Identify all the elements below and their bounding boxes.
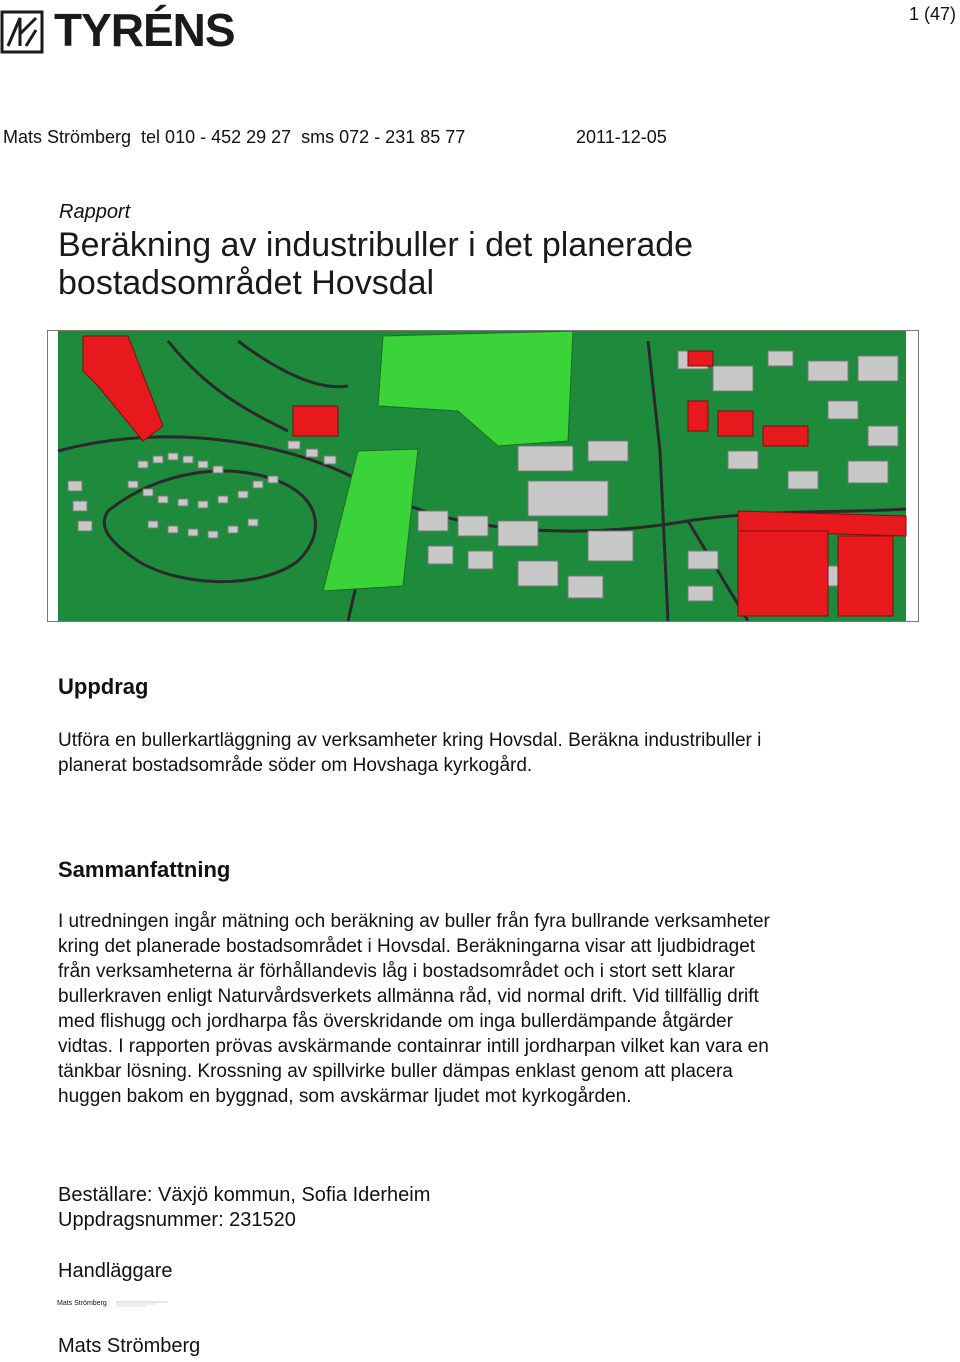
contact-line: Mats Strömberg tel 010 - 452 29 27 sms 072 - 231 85 77	[3, 127, 466, 147]
summary-line: bullerkraven enligt Naturvårdsverkets allmänna råd, vid normal drift. Vid tillfällig drift	[58, 986, 759, 1007]
signature-lines	[116, 1301, 168, 1307]
summary-line: vidtas. I rapporten prövas avskärmande containrar intill jordharpan vilket kan vara en	[58, 1036, 769, 1057]
title-line-2: bostadsområdet Hovsdal	[58, 264, 435, 302]
summary-line: med flishugg och jordharpa fås överskridande om inga bullerdämpande åtgärder	[58, 1011, 733, 1032]
document-type: Rapport	[59, 201, 131, 223]
uppdrag-line: planerat bostadsområde söder om Hovshaga kyrkogård.	[58, 755, 533, 776]
summary-line: kring det planerade bostadsområdet i Hovsdal. Beräkningarna visar att ljudbidraget	[58, 936, 756, 957]
uppdrag-paragraph	[58, 728, 888, 778]
summary-line: huggen bakom en byggnad, som avskärmar ljudet mot kyrkogården.	[58, 1086, 632, 1107]
noise-map-image	[47, 330, 919, 622]
sammanfattning-paragraph	[58, 909, 888, 1109]
company-logo-text: TYRÉNS	[54, 4, 235, 56]
handler-name: Mats Strömberg	[58, 1335, 201, 1357]
summary-line: tänkbar lösning. Krossning av spillvirke buller dämpas enklast genom att placera	[58, 1061, 733, 1082]
title-line-1: Beräkning av industribuller i det planerade	[58, 226, 694, 264]
page-number: 1 (47)	[908, 4, 956, 24]
section-heading-sammanfattning: Sammanfattning	[58, 857, 231, 882]
report-date: 2011-12-05	[576, 127, 667, 147]
summary-line: från verksamheterna är förhållandevis låg i bostadsområdet och i stort sett klarar	[58, 961, 735, 982]
uppdrag-line: Utföra en bullerkartläggning av verksamheter kring Hovsdal. Beräkna industribuller i	[58, 730, 762, 751]
client-line: Beställare: Växjö kommun, Sofia Iderheim	[58, 1184, 431, 1206]
report-title	[58, 226, 778, 302]
handler-label: Handläggare	[58, 1260, 173, 1282]
assignment-number: Uppdragsnummer: 231520	[58, 1209, 296, 1231]
section-heading-uppdrag: Uppdrag	[58, 674, 149, 699]
summary-line: I utredningen ingår mätning och beräkning av buller från fyra bullrande verksamheter	[58, 911, 770, 932]
signature-name-small: Mats Strömberg	[57, 1300, 107, 1307]
